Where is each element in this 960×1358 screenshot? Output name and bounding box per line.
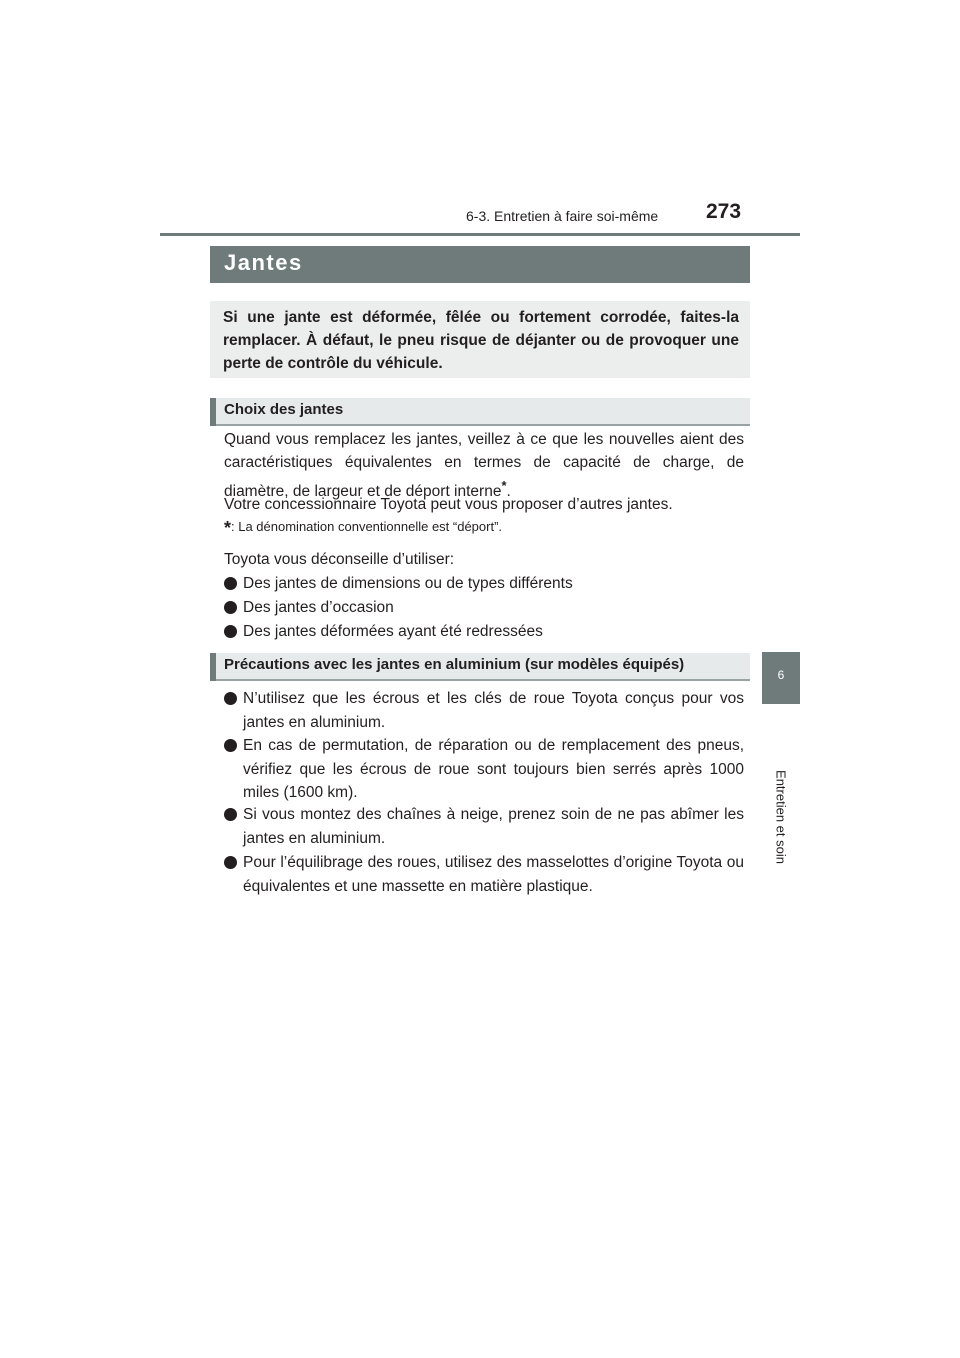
section-title: 6-3. Entretien à faire soi-même — [466, 208, 659, 224]
footnote-text: : La dénomination conventionnelle est “déport”. — [231, 519, 503, 534]
list-item-text: Si vous montez des chaînes à neige, prenez soin de ne pas abîmer les jantes en aluminium. — [243, 806, 744, 847]
list-item-text: Des jantes déformées ayant été redressées — [243, 623, 543, 640]
footnote-mark: * — [501, 478, 507, 493]
subheading-choix-text: Choix des jantes — [224, 401, 344, 418]
intro-box — [210, 301, 750, 378]
list-item — [224, 572, 744, 596]
subheading-precautions-text: Précautions avec les jantes en aluminium (sur modèles équipés) — [224, 656, 685, 673]
bullet-icon — [224, 625, 237, 638]
list-item-text: Des jantes de dimensions ou de types différents — [243, 575, 573, 592]
list-item-text: Pour l’équilibrage des roues, utilisez des masselottes d’origine Toyota ou équivalentes et une massette en matière plastique. — [243, 854, 744, 895]
bullet-icon — [224, 739, 237, 752]
list-item — [224, 620, 744, 644]
bullet-icon — [224, 577, 237, 590]
paragraph-choix-text: Quand vous remplacez les jantes, veillez à ce que les nouvelles aient des caractéristiques équivalentes en termes de capacité de charge, de diamètre, de largeur et de déport interne — [224, 431, 744, 501]
list-item — [224, 734, 744, 805]
subheading-choix — [210, 398, 750, 426]
page-number: 273 — [706, 200, 742, 223]
list-item-text: En cas de permutation, de réparation ou de remplacement des pneus, vérifiez que les écrous de roue sont toujours bien serrés après 1000 miles (1600 km). — [243, 737, 744, 801]
chapter-label — [771, 742, 791, 892]
paragraph-deconseille: Toyota vous déconseille d’utiliser: — [224, 551, 455, 568]
footnote — [224, 518, 744, 539]
bullet-icon — [224, 856, 237, 869]
paragraph-choix-end: . — [506, 483, 511, 501]
header-rule — [160, 233, 800, 236]
page-title-bar — [210, 246, 750, 283]
footnote-star: * — [224, 518, 232, 538]
paragraph-choix — [224, 428, 744, 503]
paragraph-concessionnaire: Votre concessionnaire Toyota peut vous proposer d’autres jantes. — [224, 496, 673, 513]
bullet-icon — [224, 692, 237, 705]
list-item — [224, 851, 744, 898]
chapter-tab — [762, 652, 800, 704]
bullet-icon — [224, 808, 237, 821]
page-title: Jantes — [224, 250, 303, 275]
chapter-number: 6 — [777, 668, 785, 682]
intro-text: Si une jante est déformée, fêlée ou fortement corrodée, faites-la remplacer. À défaut, le pneu risque de déjanter ou de provoquer une perte de contrôle du véhicule. — [223, 309, 739, 372]
list-item — [224, 687, 744, 734]
list-item-text: N’utilisez que les écrous et les clés de roue Toyota conçus pour vos jantes en aluminium. — [243, 690, 744, 731]
list-item — [224, 803, 744, 850]
bullet-icon — [224, 601, 237, 614]
list-item — [224, 596, 744, 620]
subheading-precautions — [210, 653, 750, 681]
chapter-label-text: Entretien et soin — [773, 770, 789, 864]
list-item-text: Des jantes d’occasion — [243, 599, 394, 616]
